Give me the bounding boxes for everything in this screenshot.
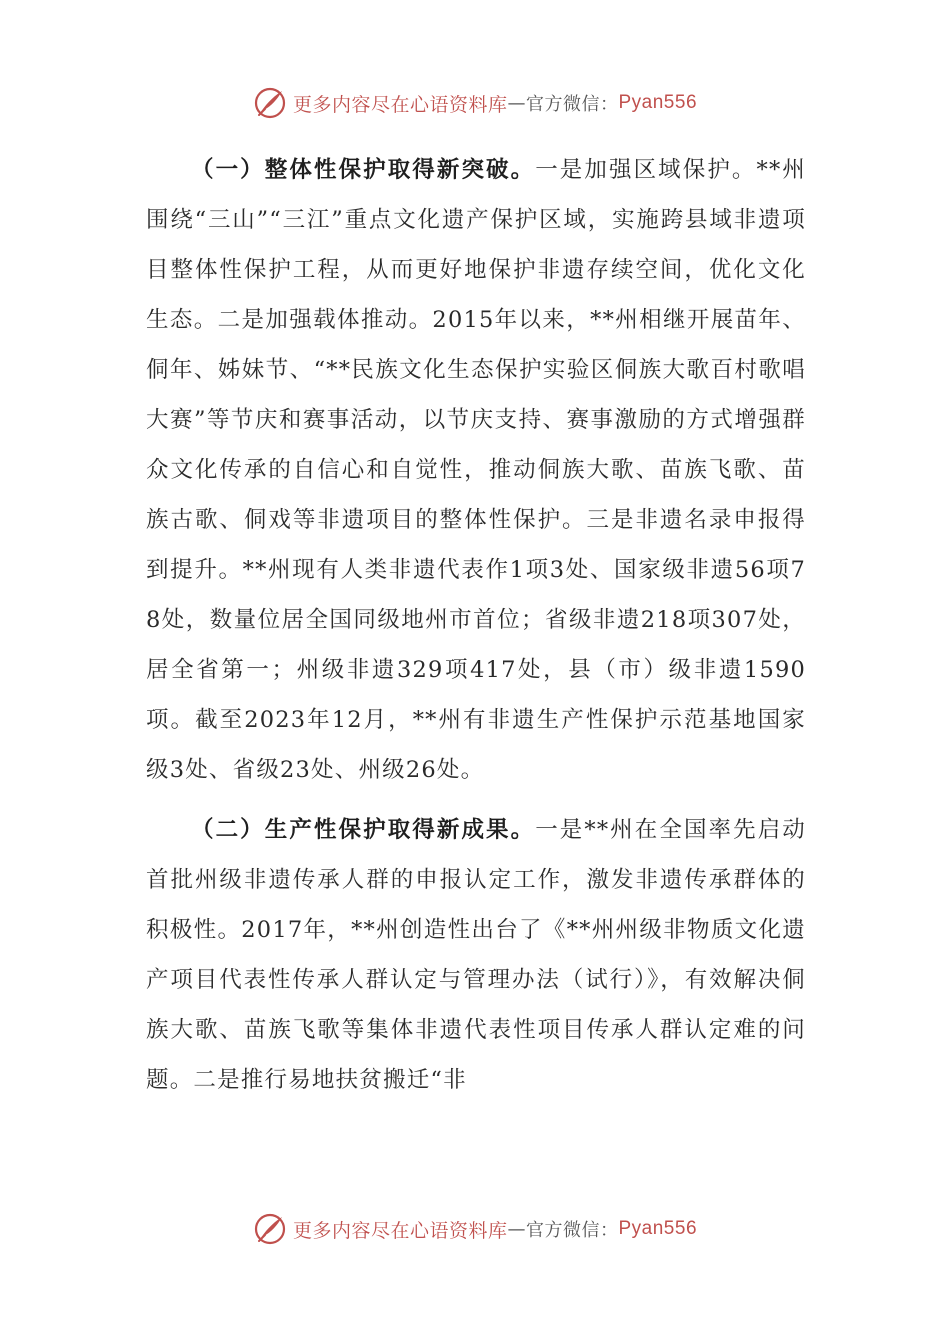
watermark-id: Pyan556 xyxy=(618,92,698,113)
paragraph-2-body: 一是**州在全国率先启动首批州级非遗传承人群的申报认定工作，激发非遗传承群体的积极性。2017年，**州创造性出台了《**州州级非物质文化遗产项目代表性传承人群认定与管理办法（试行）》，有效解决侗族大歌、苗族飞歌等集体非遗代表性项目传承人群认定难的问题。二是推行易地扶贫搬迁“非 xyxy=(146,817,806,1093)
paragraph-2 xyxy=(146,805,806,1105)
paragraph-1-heading: （一）整体性保护取得新突破。 xyxy=(191,157,536,183)
watermark-dash: — xyxy=(507,1218,526,1240)
watermark-footer xyxy=(0,1212,950,1246)
watermark-id: Pyan556 xyxy=(618,1218,698,1239)
watermark-sub: 官方微信： xyxy=(526,1220,619,1241)
watermark-sub: 官方微信： xyxy=(526,94,619,115)
document-body xyxy=(146,145,806,1105)
paragraph-1 xyxy=(146,145,806,795)
quill-logo-icon xyxy=(253,1212,287,1246)
paragraph-1-body: 一是加强区域保护。**州围绕“三山”“三江”重点文化遗产保护区域，实施跨县域非遗项目整体性保护工程，从而更好地保护非遗存续空间，优化文化生态。二是加强载体推动。2015年以来，**州相继开展苗年、侗年、姊妹节、“**民族文化生态保护实验区侗族大歌百村歌唱大赛”等节庆和赛事活动，以节庆支持、赛事激励的方式增强群众文化传承的自信心和自觉性，推动侗族大歌、苗族飞歌、苗族古歌、侗戏等非遗项目的整体性保护。三是非遗名录申报得到提升。**州现有人类非遗代表作1项3处、国家级非遗56项78处，数量位居全国同级地州市首位；省级非遗218项307处，居全省第一；州级非遗329项417处，县（市）级非遗1590项。截至2023年12月，**州有非遗生产性保护示范基地国家级3处、省级23处、州级26处。 xyxy=(146,157,806,783)
watermark-dash: — xyxy=(507,92,526,114)
quill-logo-icon xyxy=(253,86,287,120)
watermark-brand: 更多内容尽在心语资料库 xyxy=(292,93,508,116)
paragraph-2-heading: （二）生产性保护取得新成果。 xyxy=(191,817,536,843)
watermark-brand: 更多内容尽在心语资料库 xyxy=(292,1219,508,1242)
watermark-header xyxy=(0,86,950,120)
